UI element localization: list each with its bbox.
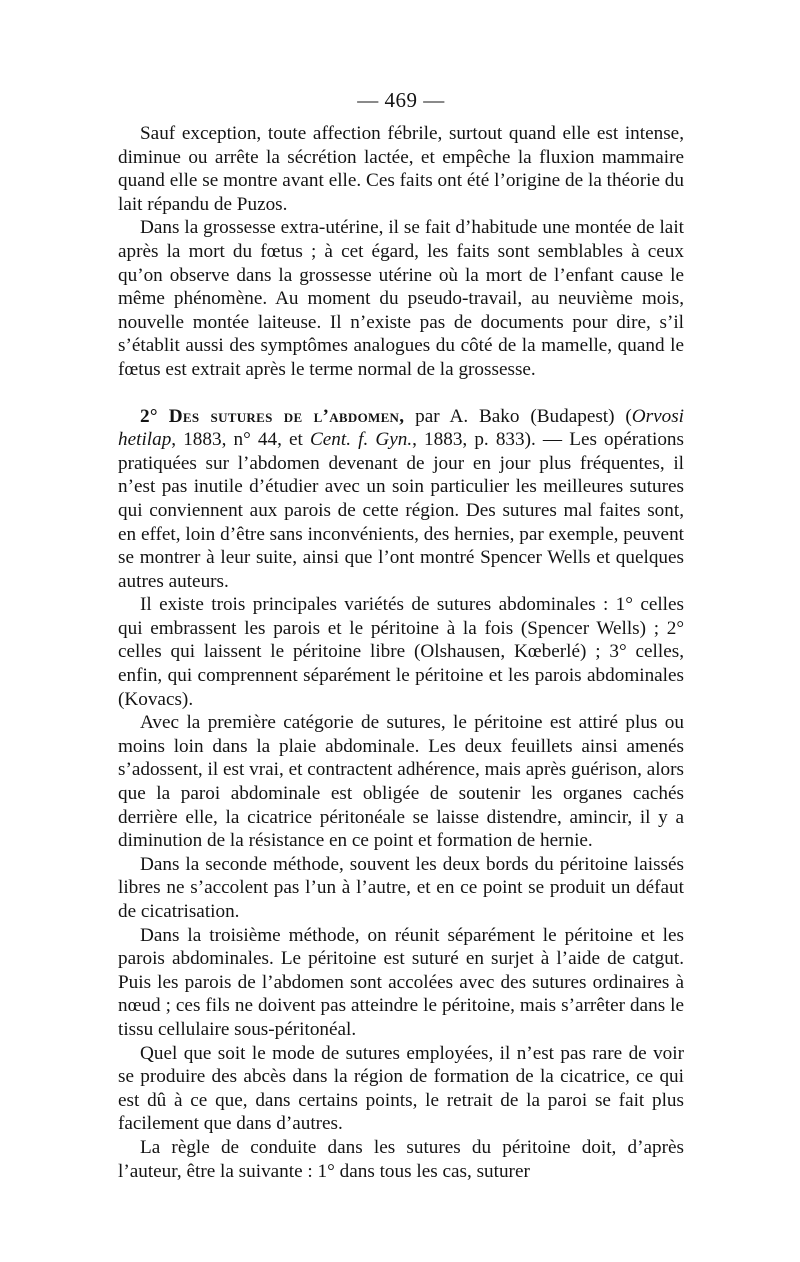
section-author: par A. Bako (Budapest) ( xyxy=(404,405,632,427)
paragraph: Avec la première catégorie de sutures, le péritoine est attiré plus ou moins loin dans la plaie abdominale. Les deux feuillets ainsi amenés s’adossent, il est vrai, et contractent adhérence, mais après guérison, alors que la paroi abdominale est obligée de soutenir les organes cachés derrière elle, la cicatrice péritonéale se laisse distendre, amincir, il y a diminution de la résistance en ce point et formation de hernie. xyxy=(118,712,684,852)
section-number: 2° xyxy=(140,405,158,427)
page-text xyxy=(118,88,684,1183)
page-number: — 469 — xyxy=(357,88,445,112)
paragraph: Dans la troisième méthode, on réunit séparément le péritoine et les parois abdominales. Le péritoine est suturé en surjet à l’aide de catgut. Puis les parois de l’abdomen sont accolées avec des sutures ordinaires à nœud ; ces fils ne doivent pas atteindre le péritoine, mais s’arrêter dans le tissu cellulaire sous-péritonéal. xyxy=(118,924,684,1040)
paragraph: Dans la grossesse extra-utérine, il se fait d’habitude une montée de lait après la mort du fœtus ; à cet égard, les faits sont semblables à ceux qu’on observe dans la grossesse utérine où la mort de l’enfant cause le même phénomène. Au moment du pseudo-travail, au neuvième mois, nouvelle montée laiteuse. Il n’existe pas de documents pour dire, s’il s’établit aussi des symptômes analogues du côté de la mamelle, quand le fœtus est extrait après le terme normal de la grossesse. xyxy=(118,217,684,380)
paragraph: Dans la seconde méthode, souvent les deux bords du péritoine laissés libres ne s’accolent pas l’un à l’autre, et en ce point se produit un défaut de cicatrisation. xyxy=(118,853,684,922)
source-journal: Orvosi hetilap xyxy=(118,405,684,451)
paragraph: La règle de conduite dans les sutures du péritoine doit, d’après l’auteur, être la suivante : 1° dans tous les cas, suturer xyxy=(118,1136,684,1182)
source-details: , 1883, n° 44, et xyxy=(171,429,310,451)
section-heading: Des sutures de l’abdomen, xyxy=(168,405,405,427)
reference-journal: Cent. f. Gyn. xyxy=(309,429,413,451)
paragraph: Quel que soit le mode de sutures employées, il n’est pas rare de voir se produire des abcès dans la région de formation de la cicatrice, ce qui est dû à ce que, dans certains points, le retrait de la paroi se fait plus facilement que dans d’autres. xyxy=(118,1042,684,1135)
section-body: , 1883, p. 833). — Les opérations pratiquées sur l’abdomen devenant de jour en jour plus fréquentes, il n’est pas inutile d’étudier avec un soin particulier les meilleures sutures qui conviennent aux parois de cette région. Des sutures mal faites sont, en effet, loin d’être sans inconvénients, des hernies, par exemple, peuvent se montrer à leur suite, ainsi que l’ont montré Spencer Wells et quelques autres auteurs. xyxy=(118,429,684,592)
section-paragraph xyxy=(118,405,684,594)
paragraph: Il existe trois principales variétés de sutures abdominales : 1° celles qui embrassent les parois et le péritoine à la fois (Spencer Wells) ; 2° celles qui laissent le péritoine libre (Olshausen, Kœberlé) ; 3° celles, enfin, qui comprennent séparément le péritoine et les parois abdominales (Kovacs). xyxy=(118,594,684,710)
paragraph: Sauf exception, toute affection fébrile, surtout quand elle est intense, diminue ou arrête la sécrétion lactée, et empêche la fluxion mammaire quand elle se montre avant elle. Ces faits ont été l’origine de la théorie du lait répandu de Puzos. xyxy=(118,123,684,215)
section-gap xyxy=(118,382,684,405)
